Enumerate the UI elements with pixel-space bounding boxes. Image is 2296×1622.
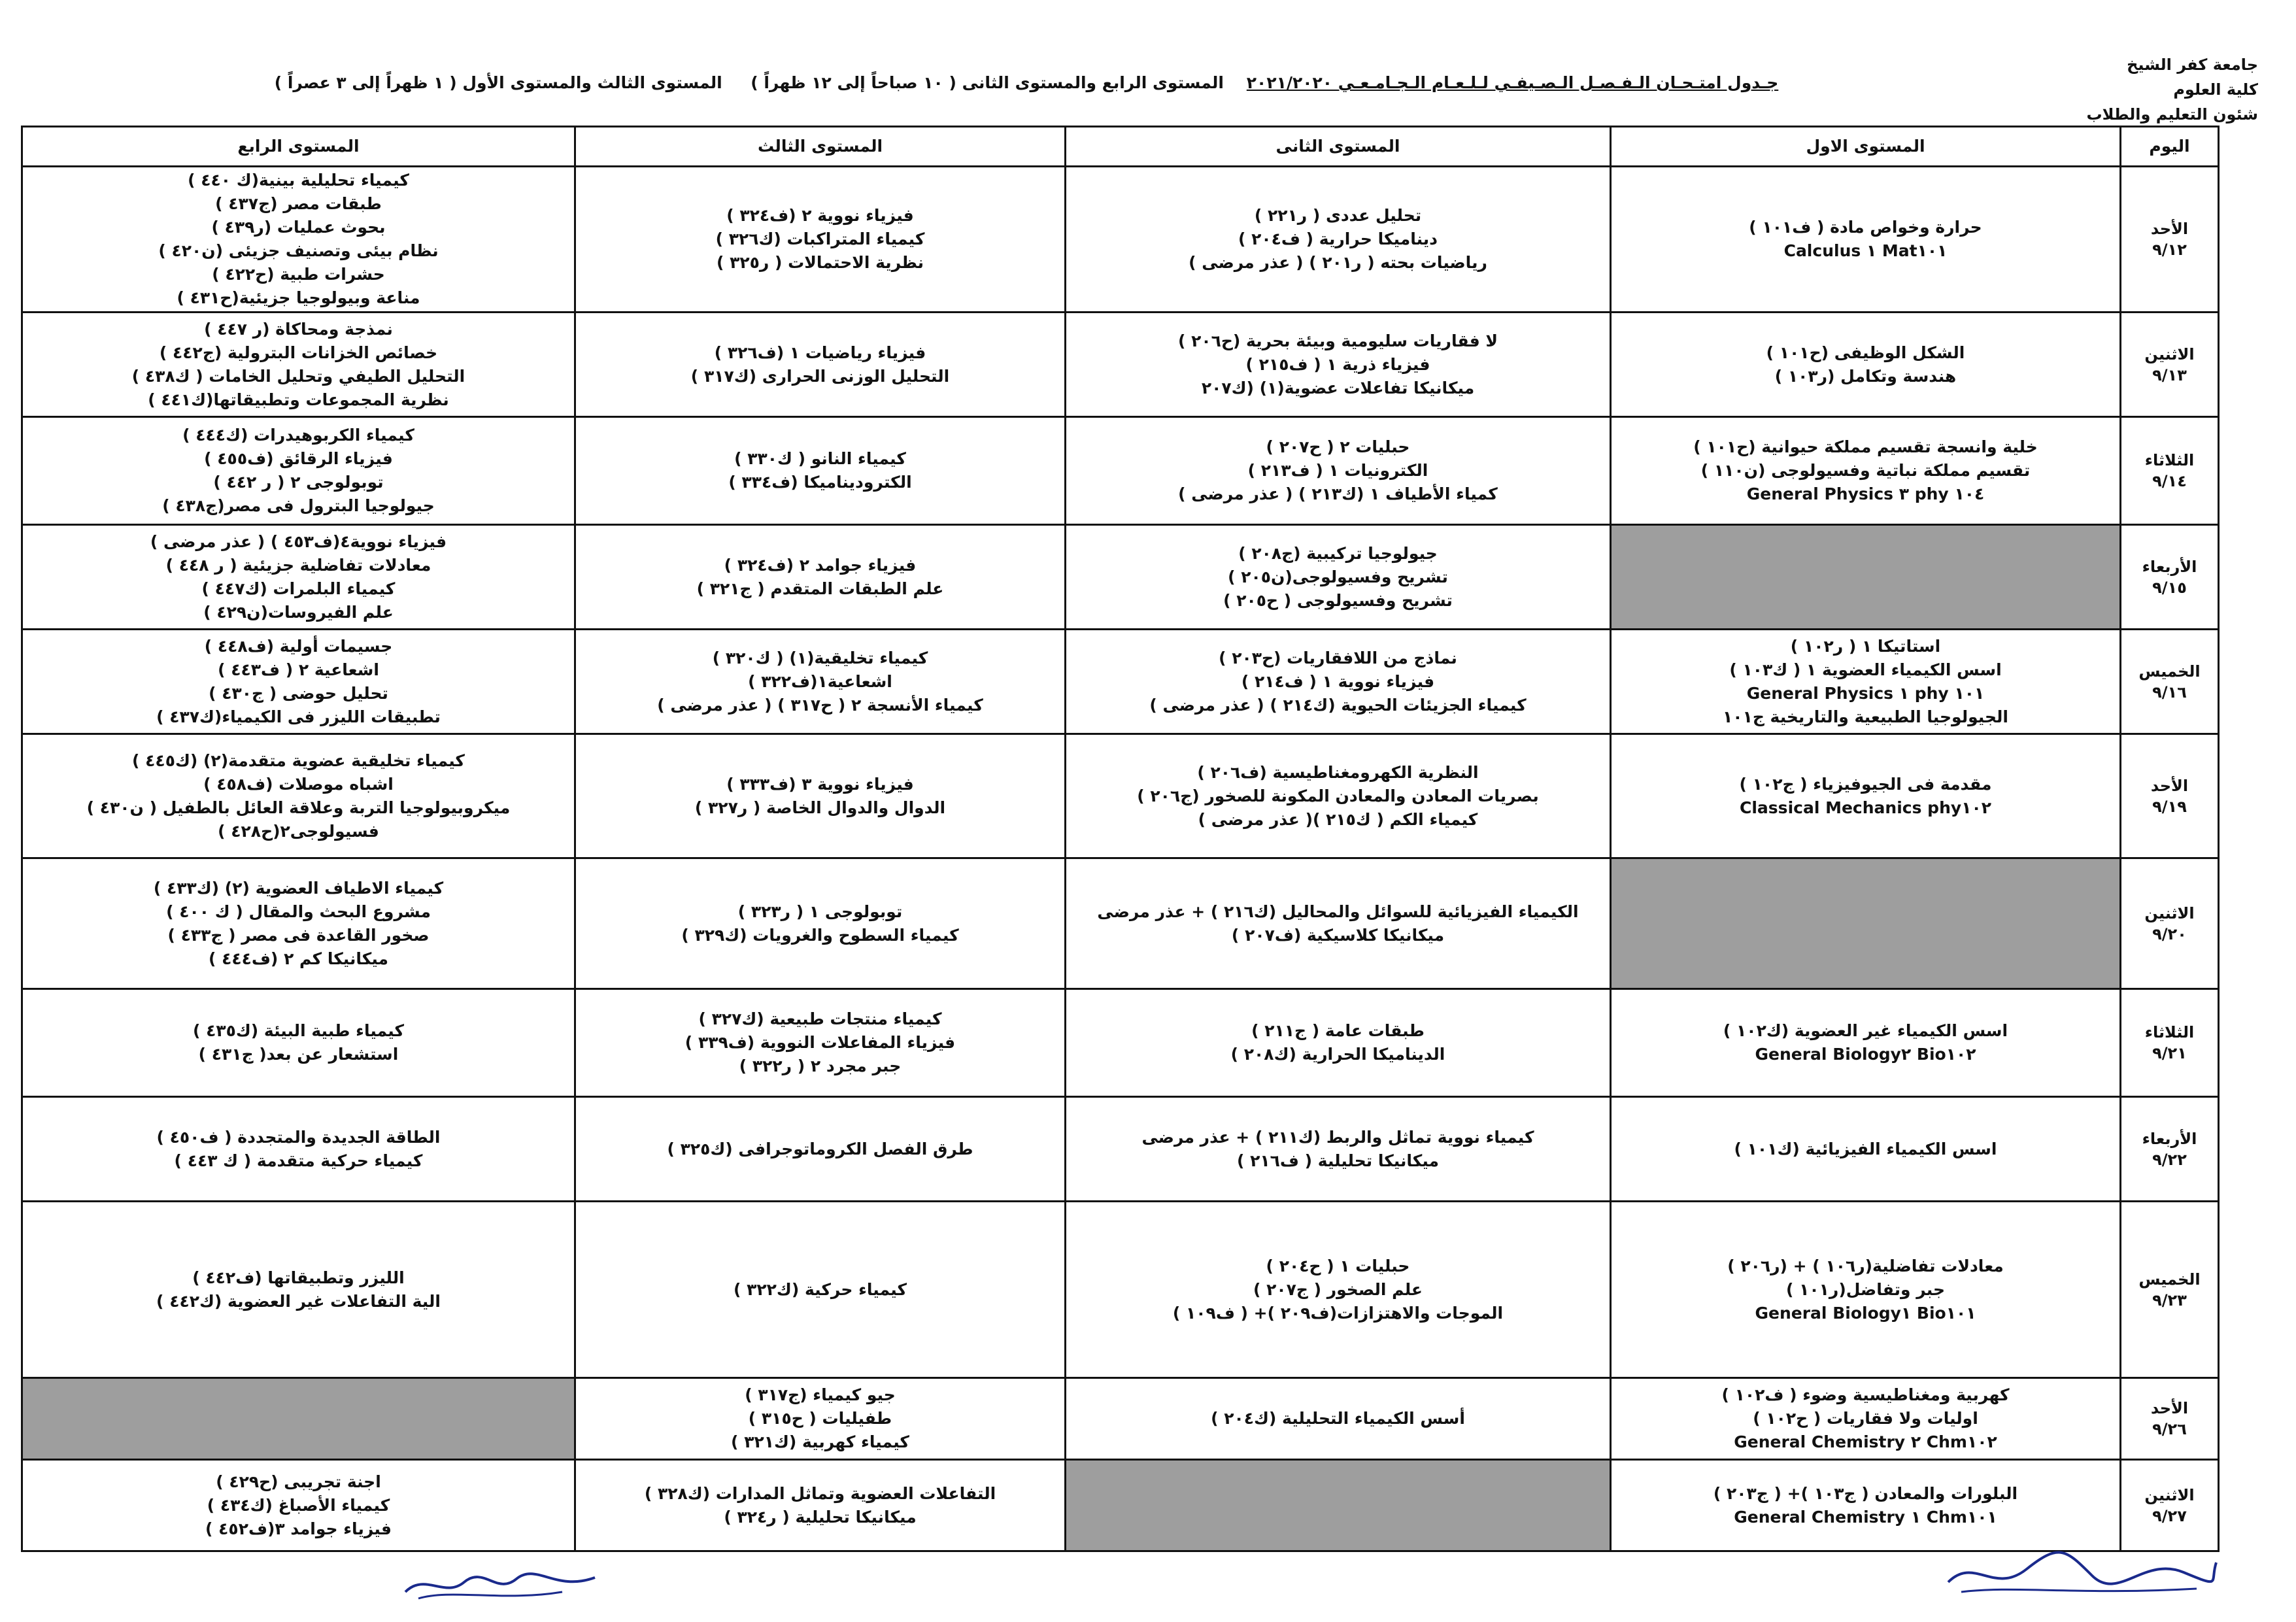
exam-entry: حبليات ١ ( ح٢٠٤ ) [1266,1256,1410,1276]
exam-entry: بحوث عمليات (ر٤٣٩ ) [211,218,386,237]
exam-entry: فيزياء رياضيات ١ (ف٣٢٦ ) [714,343,926,362]
table-row [22,1460,2219,1551]
exam-entry: التفاعلات العضوية وتماثل المدارات (ك٣٢٨ ) [644,1483,996,1503]
exam-entry: التحليل الوزنى الحرارى (ك٣١٧ ) [690,366,950,386]
level-3-cell [575,1202,1066,1378]
day-cell [2121,313,2219,417]
level-3-cell [575,1460,1066,1551]
level-3-cell [575,525,1066,630]
table-header-row [22,127,2219,167]
exam-entry: الكتروديناميكا (ف٣٣٤ ) [728,473,912,492]
exam-entry: كيمياء الجزيئات الحيوية (ك٢١٤ ) ( عذر مرضى ) [1149,695,1527,715]
level-2-cell [1066,858,1611,989]
exam-entry: نماذج من اللافقاريات (ح٢٠٣ ) [1219,648,1457,667]
exam-entry: ميكانيكا كلاسيكية (ف٢٠٧ ) [1231,925,1445,945]
day-cell [2121,858,2219,989]
level-2-cell [1066,313,1611,417]
table-row [22,858,2219,989]
day-name: الأحد [2150,220,2189,238]
level-4-cell [22,989,575,1097]
exam-entry: نظام بيئى وتصنيف جزيئى (ن٤٢٠ ) [158,241,439,260]
exam-entry: كيمياء حركية متقدمة ( ك ٤٤٣ ) [174,1151,423,1170]
level-4-cell [22,1202,575,1378]
day-date: ٩/١٣ [2152,365,2187,384]
exam-entry: فيزياء نووية ١ ( ف٢١٤ ) [1241,671,1435,691]
exam-entry: كيمياء كهربية (ك٣٢١ ) [731,1432,909,1451]
exam-entry: كيمياء منتجات طبيعية (ك٣٢٧ ) [698,1009,942,1028]
exam-entry: الموجات والاهتزازات(ف٢٠٩ )+ ( ف١٠٩ ) [1172,1303,1504,1323]
day-name: الاثنين [2144,904,2195,922]
exam-entry: حرارة وخواص مادة ( ف١٠١ ) [1749,218,1982,237]
exam-entry: فيزياء ذرية ١ ( ف٢١٥ ) [1245,354,1430,374]
exam-entry: كيمياء النانو ( ك٣٣٠ ) [734,449,906,468]
exam-entry: معادلات تفاضلية جزيئية ( ر ٤٤٨ ) [165,555,431,575]
exam-entry: كيمياء الكم ( ك٢١٥ )( عذر مرضى ) [1198,809,1478,829]
exam-entry: ميكانيكا كم ٢ (ف٤٤٤ ) [208,949,389,968]
level-4-cell [22,525,575,630]
exam-entry: فيزياء جوامد ٢ (ف٣٢٤ ) [724,555,917,575]
exam-entry: الطاقة الجديدة والمتجددة ( ف٤٥٠ ) [156,1127,441,1147]
level-1-cell [1611,167,2121,313]
day-name: الأحد [2150,1399,2189,1417]
exam-entry: علم الطبقات المتقدم ( ج٣٢١ ) [696,579,944,598]
day-name: الثلاثاء [2144,1023,2195,1041]
day-name: الاثنين [2144,1485,2195,1504]
exam-entry: اشعاعية١(ف٣٢٢ ) [748,671,892,691]
exam-entry: كيمياء طبية البيئة (ك٤٣٥ ) [192,1021,405,1040]
level-2-cell [1066,630,1611,734]
exam-entry: مقدمة فى الجيوفيزياء ( ج١٠٢ ) [1739,774,1992,794]
table-row [22,313,2219,417]
day-name: الخميس [2138,662,2201,681]
exam-entry: ميكانيكا تحليلية ( ر٣٢٤ ) [724,1507,917,1527]
level-4-cell [22,313,575,417]
level-1-cell [1611,1202,2121,1378]
exam-entry: الكيمياء الفيزيائية للسوائل والمحاليل (ك٢١٦ ) + عذر مرضى [1097,902,1579,921]
exam-entry: جبر مجرد ٢ ( ر٣٢٢ ) [739,1056,902,1075]
exam-entry: تطبيقات الليزر فى الكيمياء(ك٤٣٧ ) [156,707,441,726]
exam-entry: مناعة وبيولوجيا جزيئية(ح٤٣١ ) [177,288,420,307]
exam-entry: General Biology١ Bio١٠١ [1755,1303,1976,1323]
table-row [22,630,2219,734]
day-date: ٩/١٥ [2152,578,2187,597]
document-title [248,73,1804,92]
exam-entry: بصريات المعادن والمعادن المكونة للصخور (ج٢٠٦ ) [1137,786,1539,805]
exam-entry: رياضيات بحته ( ر٢٠١ ) ( عذر مرضى ) [1189,253,1487,272]
level-3-cell [575,313,1066,417]
university-name: جامعة كفر الشيخ [2127,56,2258,74]
exam-entry: Classical Mechanics phy١٠٢ [1740,798,1991,817]
level-4-cell [22,167,575,313]
day-name: الخميس [2138,1270,2201,1289]
exam-entry: فيزياء نووية٤(ف٤٥٣ ) ( عذر مرضى ) [150,532,447,551]
table-row [22,1378,2219,1460]
exam-entry: كيمياء تحليلية بينية(ك ٤٤٠ ) [188,171,409,190]
exam-entry: لا فقاريات سليومية وبيئة بحرية (ح٢٠٦ ) [1177,331,1498,350]
exam-entry: الجيولوجيا الطبيعية والتاريخية ج١٠١ [1723,707,2008,726]
exam-entry: علم الصخور ( ج٢٠٧ ) [1253,1279,1423,1299]
exam-entry: ميكانيكا تفاعلات عضوية(١) (ك٢٠٧ [1201,378,1475,397]
level-4-cell [22,1378,575,1460]
exam-entry: طرق الفصل الكروماتوجرافى (ك٣٢٥ ) [667,1139,973,1158]
day-date: ٩/٢٧ [2152,1506,2187,1525]
exam-entry: تشريح وفسيولوجى(ن٢٠٥ ) [1228,567,1448,586]
table-row [22,417,2219,525]
exam-entry: استاتيكا ١ ( ر١٠٢ ) [1790,636,1941,656]
day-name: الأحد [2150,776,2189,795]
exam-entry: كيمياء الكربوهيدرات (ك٤٤٤ ) [182,426,414,445]
exam-entry: General Chemistry ١ Chm١٠١ [1734,1507,1997,1527]
level-2-cell [1066,525,1611,630]
exam-entry: خلية وانسجة تقسيم مملكة حيوانية (ح١٠١ ) [1693,437,2038,456]
header-level-3: المستوى الثالث [575,127,1066,167]
level-4-cell [22,858,575,989]
exam-entry: جيو كيمياء (ج٣١٧ ) [745,1385,896,1404]
exam-entry: اوليات ولا فقاريات ( ح١٠٢ ) [1753,1409,1978,1428]
title-afternoon-levels: المستوى الثالث والمستوى الأول ( ١ ظهراً إلى ٣ عصراً ) [274,73,722,92]
level-1-cell [1611,989,2121,1097]
table-row [22,1097,2219,1202]
exam-entry: فيزياء نووية ٢ (ف٣٢٤ ) [726,206,914,225]
level-4-cell [22,1097,575,1202]
level-3-cell [575,734,1066,858]
exam-entry: كيمياء نووية تماثل والربط (ك٢١١ ) + عذر مرضى [1141,1127,1534,1147]
header-level-1: المستوى الاول [1611,127,2121,167]
exam-entry: كيمياء الأصباغ (ك٤٣٤ ) [207,1495,390,1515]
exam-entry: General Biology٢ Bio١٠٢ [1755,1045,1976,1064]
exam-entry: الدوال والدوال الخاصة ( ر٣٢٧ ) [694,798,946,817]
level-2-cell [1066,989,1611,1097]
exam-entry: تقسيم مملكة نباتية وفسيولوجى (ن١١٠ ) [1700,461,2031,480]
level-3-cell [575,989,1066,1097]
day-cell [2121,525,2219,630]
level-2-cell [1066,1097,1611,1202]
level-1-cell [1611,1097,2121,1202]
exam-entry: أسس الكيمياء التحليلية (ك٢٠٤ ) [1211,1409,1465,1428]
exam-entry: اسس الكيمياء غير العضوية (ك١٠٢ ) [1723,1021,2008,1040]
exam-entry: كيمياء المتراكبات (ك٣٢٦ ) [715,229,925,248]
table-row [22,989,2219,1097]
exam-entry: اشباه موصلات (ف٤٥٨ ) [203,774,394,794]
level-2-cell [1066,1460,1611,1551]
exam-entry: التحليل الطيفي وتحليل الخامات ( ك٤٣٨ ) [131,366,465,386]
exam-entry: كيمياء تخليقية عضوية متقدمة(٢) (ك٤٤٥ ) [132,751,465,770]
exam-entry: ميكانيكا تحليلية ( ف٢١٦ ) [1236,1151,1439,1170]
exam-entry: خصائص الخزانات البترولية (ج٤٤٢ ) [159,343,438,362]
day-date: ٩/١٢ [2152,241,2187,259]
level-3-cell [575,1378,1066,1460]
day-date: ٩/٢٠ [2152,924,2187,943]
level-1-cell [1611,630,2121,734]
level-2-cell [1066,167,1611,313]
level-1-cell [1611,858,2121,989]
level-2-cell [1066,1378,1611,1460]
day-date: ٩/٢١ [2152,1044,2187,1062]
exam-entry: نظرية المجموعات وتطبيقاتها(ك٤٤١ ) [148,390,449,409]
level-4-cell [22,1460,575,1551]
level-3-cell [575,167,1066,313]
exam-entry: كمياء الأطياف ١ (ك٢١٣ ) ( عذر مرضى ) [1178,484,1498,503]
level-1-cell [1611,417,2121,525]
exam-entry: الية التفاعلات غير العضوية (ك٤٤٢ ) [156,1291,441,1311]
exam-entry: طبقات عامة ( ج٢١١ ) [1251,1021,1425,1040]
exam-entry: كيمياء البلمرات (ك٤٤٧ ) [201,579,396,598]
exam-entry: حبليات ٢ ( ح٢٠٧ ) [1266,437,1410,456]
exam-entry: الديناميكا الحرارية (ك٢٠٨ ) [1230,1045,1445,1064]
day-cell [2121,734,2219,858]
level-4-cell [22,630,575,734]
exam-entry: الليزر وتطبيقاتها (ف٤٤٢ ) [192,1268,405,1287]
faculty-name: كلية العلوم [2173,80,2258,99]
day-cell [2121,417,2219,525]
exam-entry: كيمياء حركية (ك٣٢٢ ) [733,1279,907,1299]
exam-entry: الكترونيات ١ ( ف٢١٣ ) [1247,461,1428,480]
exam-entry: Calculus ١ Mat١٠١ [1783,241,1948,260]
exam-entry: General Physics ٣ phy ١٠٤ [1746,484,1985,503]
exam-entry: صخور القاعدة فى مصر ( ج٤٣٣ ) [167,925,430,945]
day-name: الاثنين [2144,345,2195,363]
level-3-cell [575,858,1066,989]
day-name: الأربعاء [2142,557,2197,576]
header-level-2: المستوى الثانى [1066,127,1611,167]
day-date: ٩/١٦ [2152,683,2187,701]
exam-entry: كيمياء الأنسجة ٢ ( ح٣١٧ ) ( عذر مرضى ) [657,695,983,715]
exam-entry: تشريح وفسيولوجى ( ح٢٠٥ ) [1223,590,1453,610]
level-2-cell [1066,417,1611,525]
table-row [22,1202,2219,1378]
level-1-cell [1611,313,2121,417]
day-date: ٩/١٩ [2152,797,2187,816]
exam-entry: نظرية الاحتمالات ( ر٣٢٥ ) [717,253,924,272]
exam-entry: فيزياء المفاعلات النووية (ف٣٣٩ ) [684,1033,956,1052]
exam-entry: جيولوجيا تركيبية (ج٢٠٨ ) [1238,543,1438,563]
level-2-cell [1066,1202,1611,1378]
day-cell [2121,630,2219,734]
day-date: ٩/٢٦ [2152,1420,2187,1438]
title-main: جـدول امتـحـان الـفـصـل الـصـيفـي لـلـعـام الـجـامـعـي ٢٠٢١/٢٠٢٠ [1246,73,1779,92]
exam-entry: تحليل حوضى ( ج٤٣٠ ) [209,683,388,703]
signature-stamp-right [1935,1536,2223,1602]
exam-entry: كيمياء السطوح والغرويات (ك٣٢٩ ) [681,925,959,945]
exam-entry: جيولوجيا البترول فى مصر(ج٤٣٨ ) [162,496,435,515]
exam-entry: هندسة وتكامل (ر١٠٣ ) [1774,366,1957,386]
exam-entry: النظرية الكهرومغناطيسية (ف٢٠٦ ) [1197,762,1479,782]
department-name: شئون التعليم والطلاب [2086,105,2258,124]
table-row [22,167,2219,313]
day-cell [2121,1378,2219,1460]
day-cell [2121,1202,2219,1378]
exam-entry: فيزياء الرقائق (ف٤٥٥ ) [204,449,393,468]
exam-entry: استشعار عن بعد( ج٤٣١ ) [198,1045,399,1064]
exam-entry: توبولوجى ١ ( ر٣٢٣ ) [737,902,903,921]
day-date: ٩/٢٣ [2152,1291,2187,1309]
exam-entry: تحليل عددى ( ر٢٢١ ) [1254,206,1422,225]
exam-entry: حشرات طبية (ح٤٢٢ ) [212,265,385,284]
table-row [22,525,2219,630]
level-3-cell [575,417,1066,525]
day-date: ٩/٢٢ [2152,1150,2187,1169]
exam-entry: General Physics ١ phy ١٠١ [1746,683,1985,703]
day-date: ٩/١٤ [2152,472,2187,490]
level-2-cell [1066,734,1611,858]
exam-entry: اسس الكيمياء الفيزيائية (ك١٠١ ) [1734,1139,1997,1158]
institution-header [2023,52,2258,127]
exam-entry: علم الفيروسات(ن٤٢٩ ) [203,602,394,622]
day-cell [2121,1097,2219,1202]
exam-entry: اجنة تجريبى (ح٤٢٩ ) [216,1472,381,1491]
table-row [22,734,2219,858]
header-level-4: المستوى الرابع [22,127,575,167]
signature-stamp-left [399,1566,615,1605]
exam-entry: فيزياء جوامد ٣(ف٤٥٢ ) [205,1519,392,1538]
exam-entry: كيمياء تخليقية(١) ( ك٣٢٠ ) [712,648,928,667]
exam-schedule-table [21,126,2220,1552]
level-3-cell [575,1097,1066,1202]
exam-entry: اشعاعية ٢ ( ف٤٤٣ ) [218,660,379,679]
exam-entry: جبر وتفاضل(ر١٠١ ) [1786,1279,1945,1299]
exam-entry: نمذجة ومحاكاة (ر ٤٤٧ ) [204,319,393,339]
level-4-cell [22,417,575,525]
exam-entry: مشروع البحث والمقال ( ك ٤٠٠ ) [166,902,431,921]
level-1-cell [1611,525,2121,630]
exam-entry: البلورات والمعادن ( ج١٠٣ )+ ( ج٢٠٣ ) [1713,1483,2018,1503]
exam-entry: اسس الكيمياء العضوية ١ ( ك١٠٣ ) [1729,660,2002,679]
level-4-cell [22,734,575,858]
exam-entry: ميكروبيولوجيا التربة وعلاقة العائل بالطفيل ( ن٤٣٠ ) [86,798,511,817]
exam-entry: طفيليات ( ح٣١٥ ) [748,1409,892,1428]
exam-entry: الشكل الوظيفى (ح١٠١ ) [1766,343,1965,362]
title-morning-levels: المستوى الرابع والمستوى الثانى ( ١٠ صباحاً إلى ١٢ ظهراً ) [751,73,1224,92]
exam-entry: توبولوجى ٢ ( ر ٤٤٢ ) [213,473,384,492]
day-cell [2121,167,2219,313]
exam-entry: معادلات تفاضلية(ر١٠٦ ) + (ر٢٠٦ ) [1727,1256,2004,1276]
exam-entry: كيمياء الاطياف العضوية (٢) (ك٤٣٣ ) [153,878,444,898]
exam-entry: جسيمات أولية (ف٤٤٨ ) [204,636,393,656]
exam-entry: فيزياء نووية ٣ (ف٣٣٣ ) [726,774,914,794]
exam-entry: General Chemistry ٢ Chm١٠٢ [1734,1432,1997,1451]
exam-entry: ديناميكا حرارية ( ف٢٠٤ ) [1238,229,1438,248]
header-day: اليوم [2121,127,2219,167]
day-name: الأربعاء [2142,1129,2197,1148]
level-1-cell [1611,1378,2121,1460]
exam-entry: كهربية ومغناطيسية وضوء ( ف١٠٢ ) [1721,1385,2010,1404]
exam-entry: فسيولوجى٢(ح٤٢٨ ) [218,821,379,841]
day-name: الثلاثاء [2144,451,2195,469]
level-3-cell [575,630,1066,734]
day-cell [2121,989,2219,1097]
exam-entry: طبقات مصر (ج٤٣٧ ) [215,194,382,213]
level-1-cell [1611,734,2121,858]
